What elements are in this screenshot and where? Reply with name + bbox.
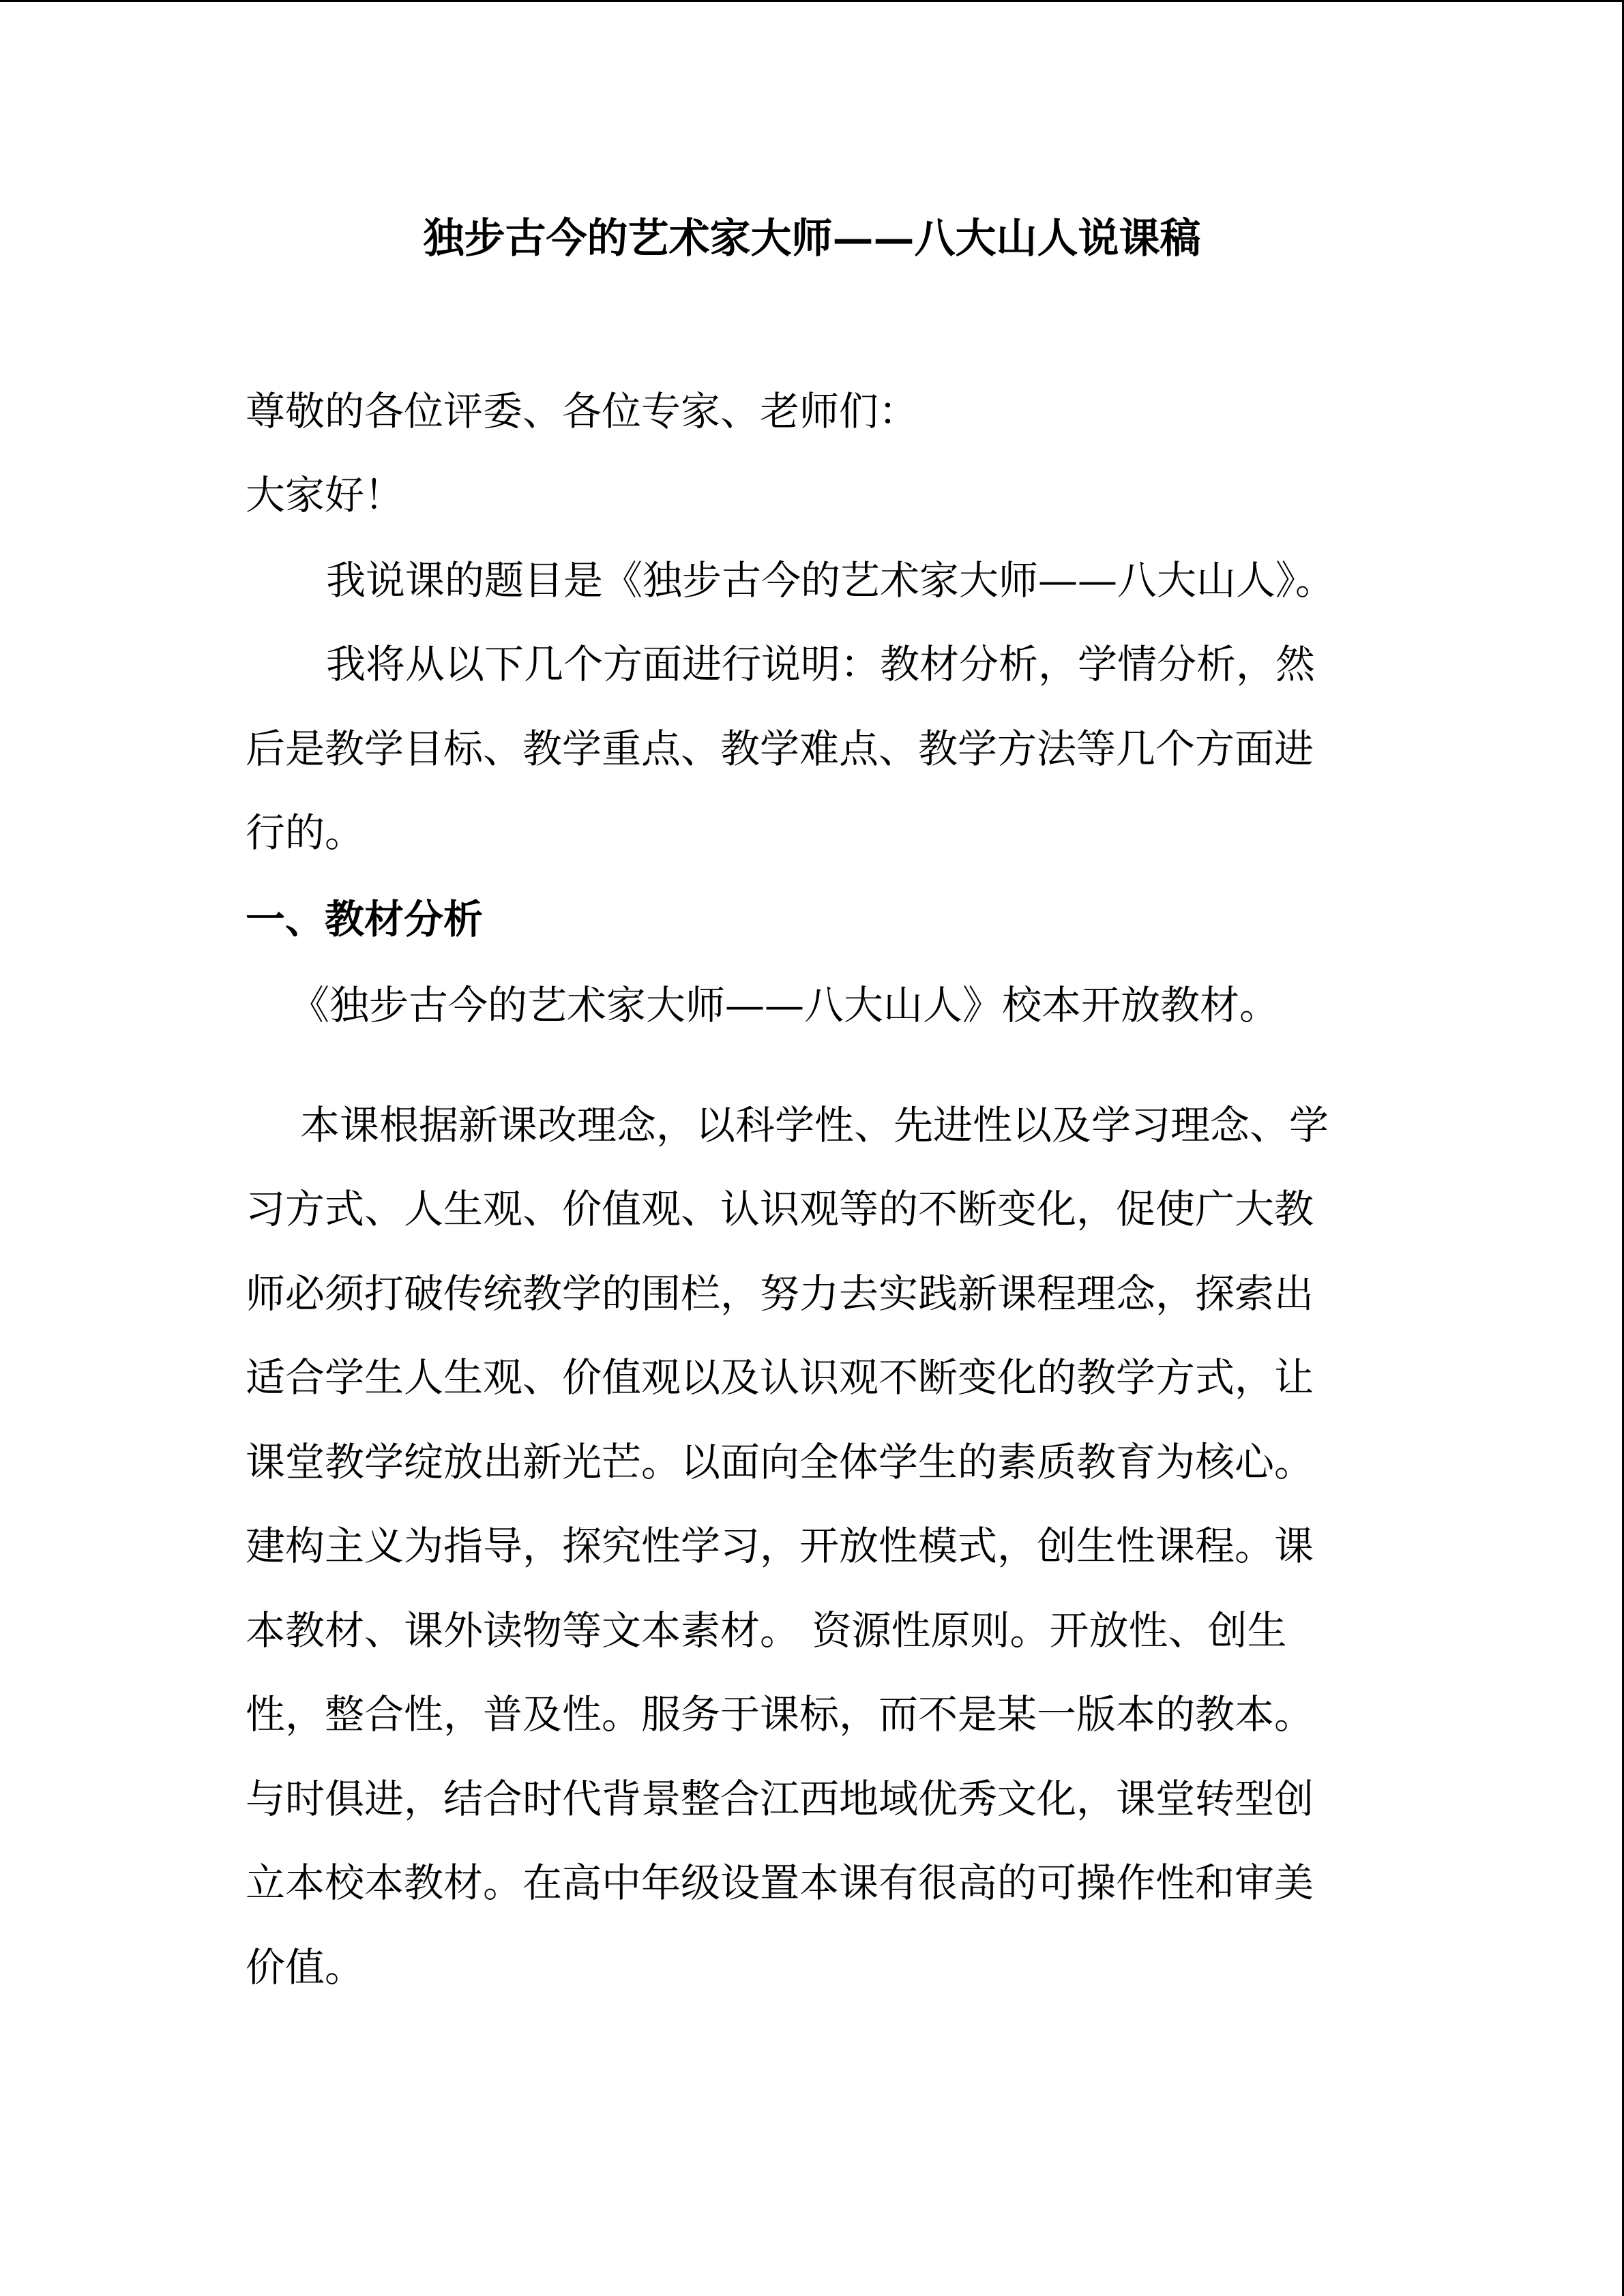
body-line-10: 立本校本教材。在高中年级设置本课有很高的可操作性和审美: [246, 1860, 1314, 1906]
body-line-3: 师必须打破传统教学的围栏，努力去实践新课程理念，探索出: [246, 1270, 1314, 1317]
greeting-line: 尊敬的各位评委、各位专家、老师们：: [246, 388, 919, 434]
body-line-2: 习方式、人生观、价值观、认识观等的不断变化，促使广大教: [246, 1186, 1314, 1232]
body-line-7: 本教材、课外读物等文本素材。 资源性原则。开放性、创生: [246, 1607, 1287, 1654]
page-top-border: [0, 0, 1624, 2]
body-line-1: 本课根据新课改理念，以科学性、先进性以及学习理念、学: [300, 1102, 1329, 1148]
textbook-line: 《独步古今的艺术家大师——八大山人》校本开放教材。: [290, 982, 1280, 1028]
body-line-5: 课堂教学绽放出新光芒。以面向全体学生的素质教育为核心。: [246, 1439, 1314, 1485]
outline-line-3: 行的。: [246, 809, 365, 856]
body-line-9: 与时俱进，结合时代背景整合江西地域优秀文化，课堂转型创: [246, 1776, 1314, 1822]
outline-line-2: 后是教学目标、教学重点、教学难点、教学方法等几个方面进: [246, 726, 1314, 772]
body-line-4: 适合学生人生观、价值观以及认识观不断变化的教学方式，让: [246, 1354, 1314, 1401]
outline-line-1: 我将从以下几个方面进行说明：教材分析，学情分析，然: [326, 641, 1316, 687]
salutation-line: 大家好！: [246, 472, 404, 518]
section-heading: 一、教材分析: [246, 896, 484, 942]
document-title: 独步古今的艺术家大师——八大山人说课稿: [423, 215, 1201, 263]
body-line-8: 性，整合性，普及性。服务于课标，而不是某一版本的教本。: [246, 1691, 1314, 1738]
body-line-11: 价值。: [246, 1944, 365, 1991]
topic-line: 我说课的题目是《独步古今的艺术家大师——八大山人》。: [326, 557, 1335, 603]
body-line-6: 建构主义为指导，探究性学习，开放性模式，创生性课程。课: [246, 1523, 1314, 1569]
